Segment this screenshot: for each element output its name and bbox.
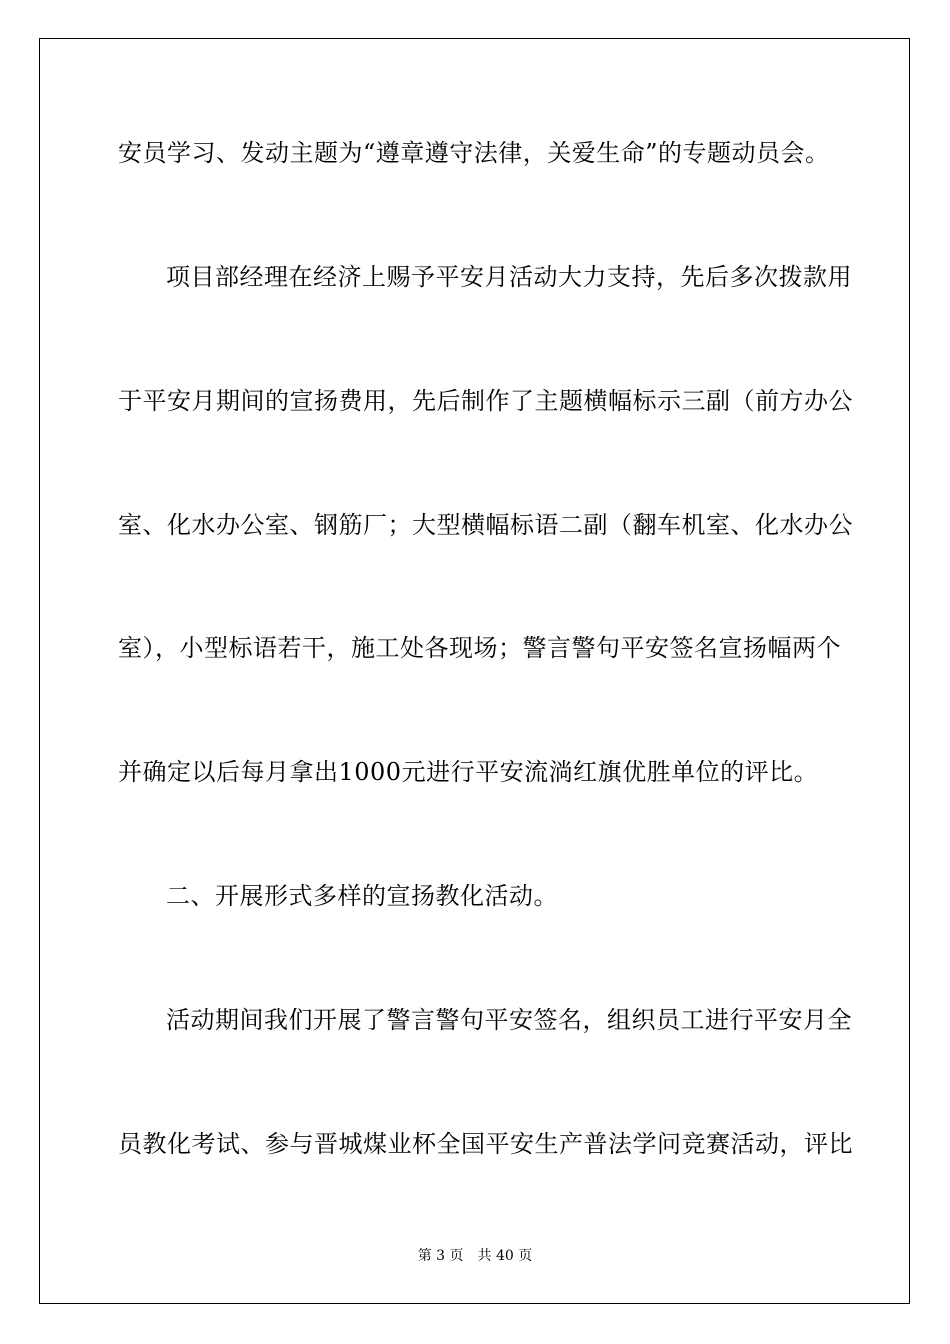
text-line-4: 室、化水办公室、钢筋厂；大型横幅标语二副（翻车机室、化水办公 <box>118 511 853 539</box>
text-line-5: 室），小型标语若干，施工处各现场；警言警句平安签名宣扬幅两个 <box>118 634 841 662</box>
text-line-2: 项目部经理在经济上赐予平安月活动大力支持，先后多次拨款用 <box>166 263 852 291</box>
page-border <box>39 38 910 1304</box>
text-line-6: 并确定以后每月拿出1000元进行平安流淌红旗优胜单位的评比。 <box>118 758 819 786</box>
text-line-3: 于平安月期间的宣扬费用，先后制作了主题横幅标示三副（前方办公 <box>118 387 853 415</box>
text-line-8: 活动期间我们开展了警言警句平安签名，组织员工进行平安月全 <box>166 1006 852 1034</box>
text-line-9: 员教化考试、参与晋城煤业杯全国平安生产普法学问竞赛活动，评比 <box>118 1130 853 1158</box>
text-line-1: 安员学习、发动主题为“遵章遵守法律，关爱生命”的专题动员会。 <box>118 139 830 167</box>
page-footer: 第 3 页 共 40 页 <box>417 1248 533 1264</box>
section-heading: 二、开展形式多样的宣扬教化活动。 <box>166 882 558 910</box>
